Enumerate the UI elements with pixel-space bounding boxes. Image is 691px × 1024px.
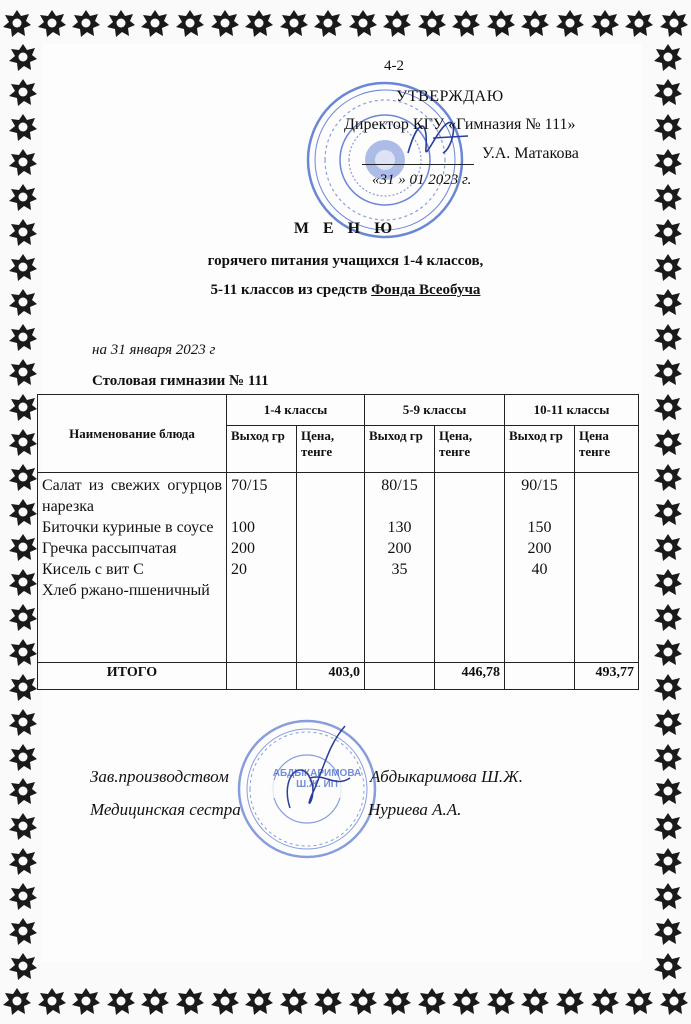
menu-subtitle: горячего питания учащихся 1-4 классов, bbox=[207, 253, 484, 269]
border-ornament-icon bbox=[590, 986, 620, 1016]
border-ornament-icon bbox=[653, 427, 683, 457]
total-row bbox=[38, 663, 639, 690]
total-1-4: 403,0 bbox=[297, 663, 365, 690]
yield-value: 200 bbox=[387, 540, 412, 557]
border-ornament-icon bbox=[8, 567, 38, 597]
border-ornament-icon bbox=[8, 77, 38, 107]
border-ornament-icon bbox=[8, 497, 38, 527]
nurse-role: Медицинская сестра bbox=[90, 800, 241, 819]
border-ornament-icon bbox=[313, 986, 343, 1016]
border-ornament-icon bbox=[653, 742, 683, 772]
yield-value: 40 bbox=[531, 561, 548, 578]
production-signature-icon bbox=[270, 718, 360, 828]
border-ornament-icon bbox=[653, 112, 683, 142]
border-ornament-icon bbox=[37, 8, 67, 38]
yield-value: 200 bbox=[527, 540, 552, 557]
yield-value: 100 bbox=[231, 519, 255, 536]
border-ornament-icon bbox=[653, 602, 683, 632]
production-manager-role: Зав.производством bbox=[90, 767, 229, 786]
border-ornament-icon bbox=[8, 532, 38, 562]
border-ornament-icon bbox=[382, 986, 412, 1016]
director-name: У.А. Матакова bbox=[482, 145, 579, 162]
border-ornament-icon bbox=[8, 846, 38, 876]
dish-list bbox=[38, 473, 227, 663]
border-ornament-icon bbox=[106, 986, 136, 1016]
border-ornament-icon bbox=[8, 916, 38, 946]
border-ornament-icon bbox=[590, 8, 620, 38]
border-ornament-icon bbox=[8, 707, 38, 737]
border-ornament-icon bbox=[8, 602, 38, 632]
border-ornament-icon bbox=[382, 8, 412, 38]
border-ornament-icon bbox=[8, 357, 38, 387]
list-item: Хлеб ржано-пшеничный bbox=[42, 582, 210, 599]
border-ornament-icon bbox=[653, 567, 683, 597]
list-item: Гречка рассыпчатая bbox=[42, 540, 177, 557]
border-ornament-icon bbox=[8, 672, 38, 702]
border-ornament-icon bbox=[653, 672, 683, 702]
border-ornament-icon bbox=[653, 637, 683, 667]
border-ornament-icon bbox=[8, 811, 38, 841]
border-ornament-icon bbox=[8, 951, 38, 981]
border-ornament-icon bbox=[279, 986, 309, 1016]
table-header-row bbox=[38, 395, 639, 426]
menu-title: М Е Н Ю bbox=[293, 220, 398, 237]
yield-value: 130 bbox=[387, 519, 412, 536]
total-10-11: 493,77 bbox=[575, 663, 639, 690]
border-ornament-icon bbox=[653, 322, 683, 352]
border-ornament-icon bbox=[244, 986, 274, 1016]
border-ornament-icon bbox=[71, 8, 101, 38]
yield-value: 200 bbox=[231, 540, 255, 557]
border-ornament-icon bbox=[653, 776, 683, 806]
funding-prefix: 5-11 классов из средств bbox=[210, 282, 372, 298]
border-ornament-icon bbox=[486, 8, 516, 38]
border-ornament-icon bbox=[653, 462, 683, 492]
menu-subtitle-funding bbox=[0, 282, 691, 299]
border-ornament-icon bbox=[348, 986, 378, 1016]
border-ornament-icon bbox=[106, 8, 136, 38]
production-manager-name: Абдыкаримова Ш.Ж. bbox=[370, 767, 523, 786]
border-ornament-icon bbox=[8, 427, 38, 457]
border-ornament-icon bbox=[37, 986, 67, 1016]
border-ornament-icon bbox=[279, 8, 309, 38]
table-row bbox=[38, 473, 639, 663]
border-ornament-icon bbox=[624, 986, 654, 1016]
border-ornament-icon bbox=[417, 986, 447, 1016]
border-ornament-icon bbox=[653, 182, 683, 212]
border-ornament-icon bbox=[8, 112, 38, 142]
border-ornament-icon bbox=[451, 8, 481, 38]
border-ornament-icon bbox=[8, 322, 38, 352]
total-label: ИТОГО bbox=[38, 663, 227, 690]
list-item: Кисель с вит С bbox=[42, 561, 144, 578]
yield-value: 70/15 bbox=[231, 477, 268, 494]
list-item: Салат из свежих огурцов нарезка bbox=[42, 477, 222, 515]
funding-source: Фонда Всеобуча bbox=[371, 282, 481, 298]
border-ornament-icon bbox=[653, 846, 683, 876]
border-ornament-icon bbox=[555, 8, 585, 38]
yield-value: 20 bbox=[231, 561, 247, 578]
border-ornament-icon bbox=[71, 986, 101, 1016]
dish-name-header: Наименование блюда bbox=[38, 395, 227, 473]
border-ornament-icon bbox=[653, 357, 683, 387]
border-ornament-icon bbox=[8, 392, 38, 422]
border-ornament-icon bbox=[417, 8, 447, 38]
yield-5-9 bbox=[365, 473, 435, 663]
yield-1-4 bbox=[227, 473, 297, 663]
yield-header: Выход гр bbox=[365, 426, 435, 473]
border-ornament-icon bbox=[244, 8, 274, 38]
border-ornament-icon bbox=[653, 497, 683, 527]
border-ornament-icon bbox=[624, 8, 654, 38]
group-header-5-9: 5-9 классы bbox=[365, 395, 505, 426]
border-ornament-icon bbox=[348, 8, 378, 38]
border-ornament-icon bbox=[2, 8, 32, 38]
border-ornament-icon bbox=[313, 8, 343, 38]
border-ornament-icon bbox=[175, 8, 205, 38]
border-ornament-icon bbox=[210, 986, 240, 1016]
border-ornament-icon bbox=[8, 42, 38, 72]
border-ornament-icon bbox=[486, 986, 516, 1016]
approval-heading: УТВЕРЖДАЮ bbox=[396, 88, 504, 105]
nurse-name: Нуриева А.А. bbox=[368, 800, 462, 819]
border-ornament-icon bbox=[520, 8, 550, 38]
border-ornament-icon bbox=[659, 986, 689, 1016]
menu-date: на 31 января 2023 г bbox=[92, 342, 216, 358]
border-ornament-icon bbox=[8, 462, 38, 492]
price-header: Цена, тенге bbox=[435, 426, 505, 473]
yield-value: 80/15 bbox=[381, 477, 418, 494]
border-ornament-icon bbox=[653, 147, 683, 177]
border-ornament-icon bbox=[520, 986, 550, 1016]
menu-table bbox=[37, 394, 639, 690]
border-ornament-icon bbox=[8, 881, 38, 911]
yield-header: Выход гр bbox=[227, 426, 297, 473]
border-ornament-icon bbox=[555, 986, 585, 1016]
price-header: Цена тенге bbox=[575, 426, 639, 473]
group-header-10-11: 10-11 классы bbox=[505, 395, 639, 426]
signature-line bbox=[362, 164, 474, 165]
yield-value: 150 bbox=[527, 519, 552, 536]
border-ornament-icon bbox=[659, 8, 689, 38]
border-ornament-icon bbox=[653, 951, 683, 981]
border-ornament-bottom bbox=[0, 978, 691, 1024]
border-ornament-icon bbox=[140, 8, 170, 38]
border-ornament-icon bbox=[653, 811, 683, 841]
border-ornament-icon bbox=[8, 742, 38, 772]
border-ornament-icon bbox=[653, 916, 683, 946]
price-10-11 bbox=[575, 473, 639, 663]
border-ornament-icon bbox=[653, 881, 683, 911]
price-5-9 bbox=[435, 473, 505, 663]
canteen-name: Столовая гимназии № 111 bbox=[92, 373, 269, 389]
border-ornament-icon bbox=[175, 986, 205, 1016]
border-ornament-icon bbox=[210, 8, 240, 38]
stamp-text: АБДЫКАРИМОВА Ш.Ж. ИП bbox=[272, 768, 362, 790]
group-header-1-4: 1-4 классы bbox=[227, 395, 365, 426]
document-number: 4-2 bbox=[384, 58, 404, 74]
border-ornament-icon bbox=[653, 392, 683, 422]
border-ornament-icon bbox=[8, 147, 38, 177]
yield-value: 90/15 bbox=[521, 477, 558, 494]
border-ornament-icon bbox=[8, 182, 38, 212]
yield-value: 35 bbox=[391, 561, 408, 578]
director-title: Директор КГУ «Гимназия № 111» bbox=[344, 116, 576, 133]
border-ornament-icon bbox=[140, 986, 170, 1016]
total-5-9: 446,78 bbox=[435, 663, 505, 690]
border-ornament-icon bbox=[8, 776, 38, 806]
price-1-4 bbox=[297, 473, 365, 663]
border-ornament-icon bbox=[2, 986, 32, 1016]
yield-header: Выход гр bbox=[505, 426, 575, 473]
list-item: Биточки куриные в соусе bbox=[42, 519, 214, 536]
border-ornament-icon bbox=[8, 637, 38, 667]
border-ornament-icon bbox=[653, 707, 683, 737]
border-ornament-icon bbox=[653, 77, 683, 107]
yield-10-11 bbox=[505, 473, 575, 663]
approval-date: «31 » 01 2023 г. bbox=[372, 172, 472, 188]
border-ornament-icon bbox=[653, 532, 683, 562]
border-ornament-top bbox=[0, 0, 691, 46]
border-ornament-icon bbox=[653, 42, 683, 72]
price-header: Цена, тенге bbox=[297, 426, 365, 473]
border-ornament-right bbox=[645, 40, 691, 984]
border-ornament-icon bbox=[451, 986, 481, 1016]
